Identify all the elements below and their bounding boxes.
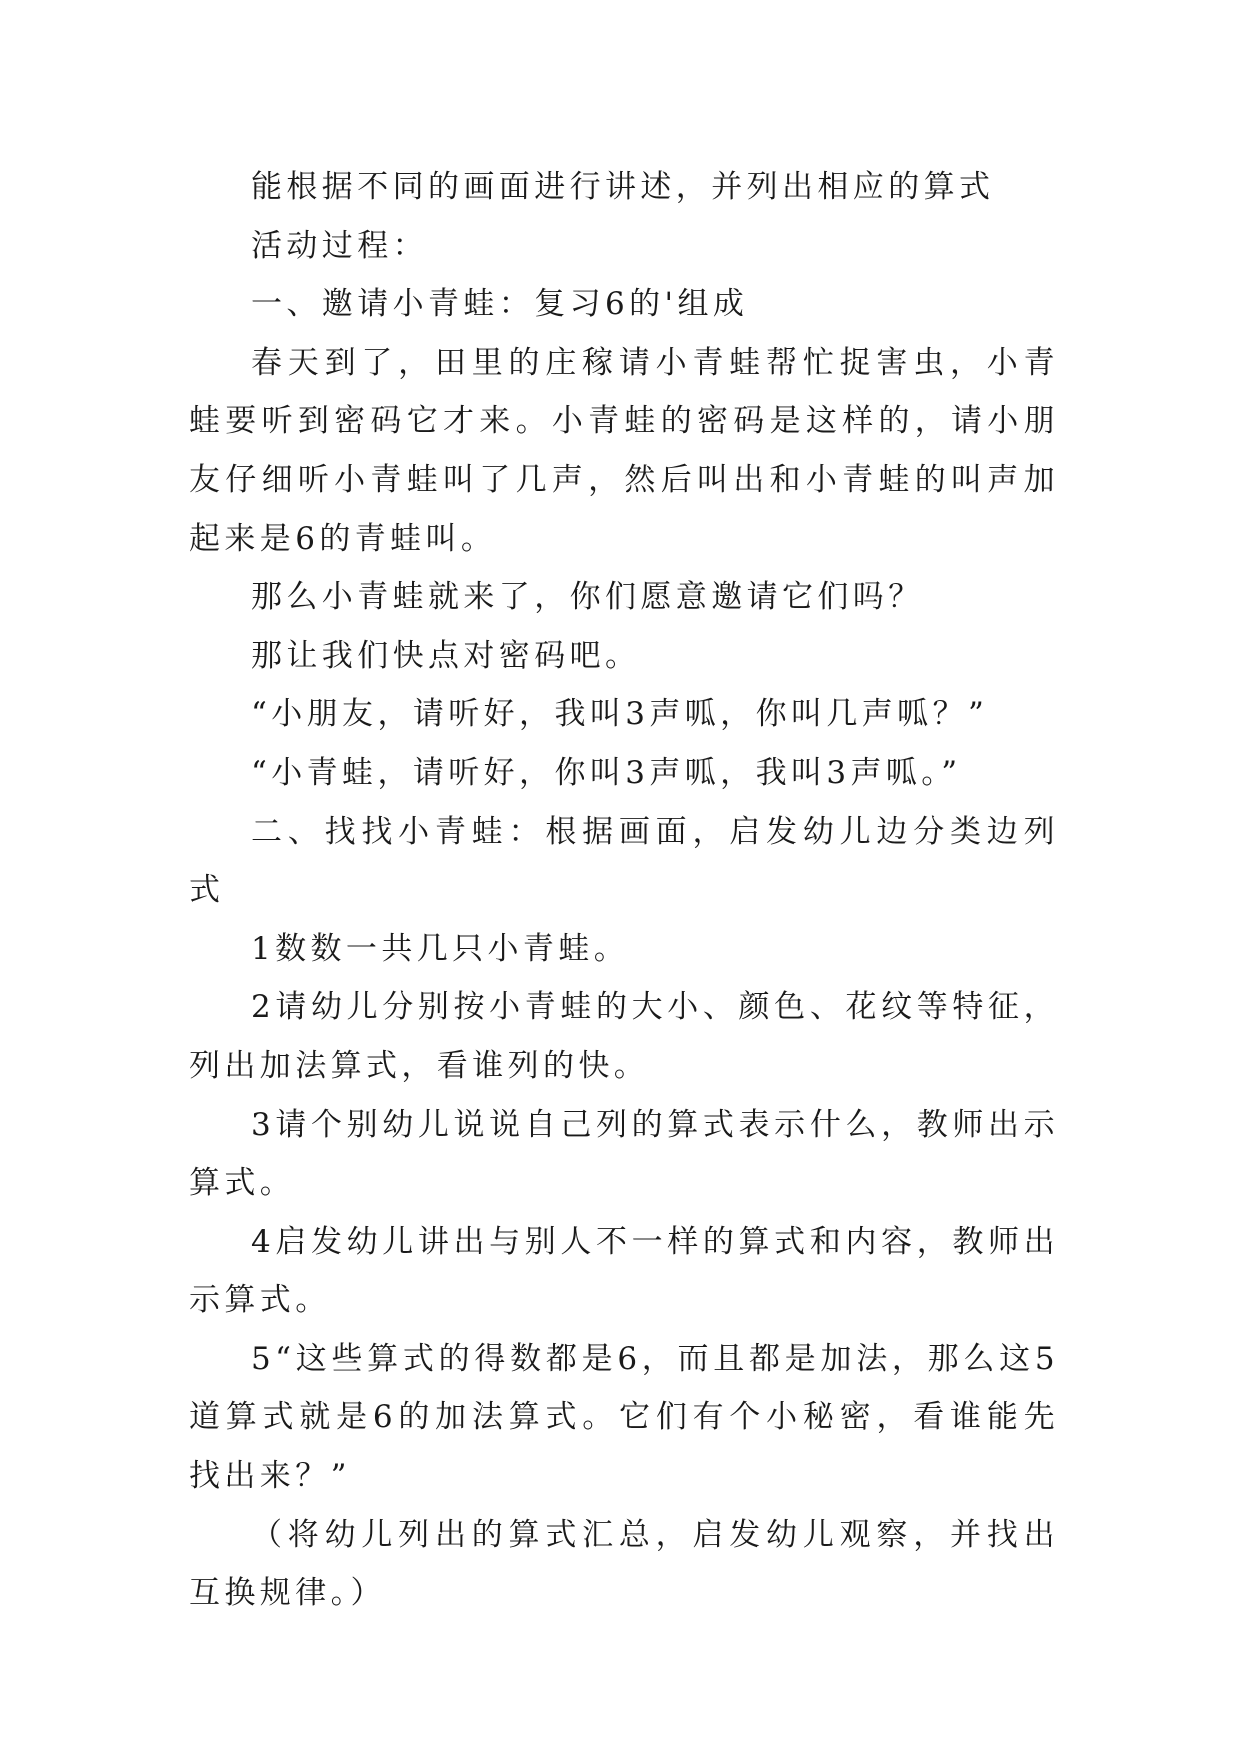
list-item: 1数数一共几只小青蛙。 bbox=[251, 930, 630, 967]
paragraph: （将幼儿列出的算式汇总，启发幼儿观察，并找出互换规律。） bbox=[189, 1516, 1059, 1612]
paragraph: 春天到了，田里的庄稼请小青蛙帮忙捉害虫，小青蛙要听到密码它才来。小青蛙的密码是这样的，请小朋友仔细听小青蛙叫了几声，然后叫出和小青蛙的叫声加起来是6的青蛙叫。 bbox=[189, 344, 1059, 557]
paragraph: 那么小青蛙就来了，你们愿意邀请它们吗？ bbox=[251, 579, 924, 616]
paragraph: 能根据不同的画面进行讲述，并列出相应的算式 bbox=[251, 169, 995, 205]
list-item: 5“这些算式的得数都是6，而且都是加法，那么这5道算式就是6的加法算式。它们有个小秘密，看谁能先找出来？” bbox=[189, 1340, 1059, 1495]
paragraph: 那让我们快点对密码吧。 bbox=[251, 637, 641, 674]
paragraph: 活动过程： bbox=[251, 227, 428, 264]
list-item: 4启发幼儿讲出与别人不一样的算式和内容，教师出示算式。 bbox=[189, 1223, 1059, 1319]
document-body bbox=[189, 158, 1059, 1623]
quote-paragraph: “小青蛙，请听好，你叫3声呱，我叫3声呱。” bbox=[251, 754, 962, 791]
list-item: 2请幼儿分别按小青蛙的大小、颜色、花纹等特征，列出加法算式，看谁列的快。 bbox=[189, 989, 1059, 1084]
section-heading: 二、找找小青蛙：根据画面，启发幼儿边分类边列式 bbox=[189, 813, 1059, 909]
list-item: 3请个别幼儿说说自己列的算式表示什么，教师出示算式。 bbox=[189, 1106, 1059, 1202]
quote-paragraph: “小朋友，请听好，我叫3声呱，你叫几声呱？” bbox=[251, 696, 989, 733]
section-heading: 一、邀请小青蛙：复习6的'组成 bbox=[251, 286, 749, 323]
